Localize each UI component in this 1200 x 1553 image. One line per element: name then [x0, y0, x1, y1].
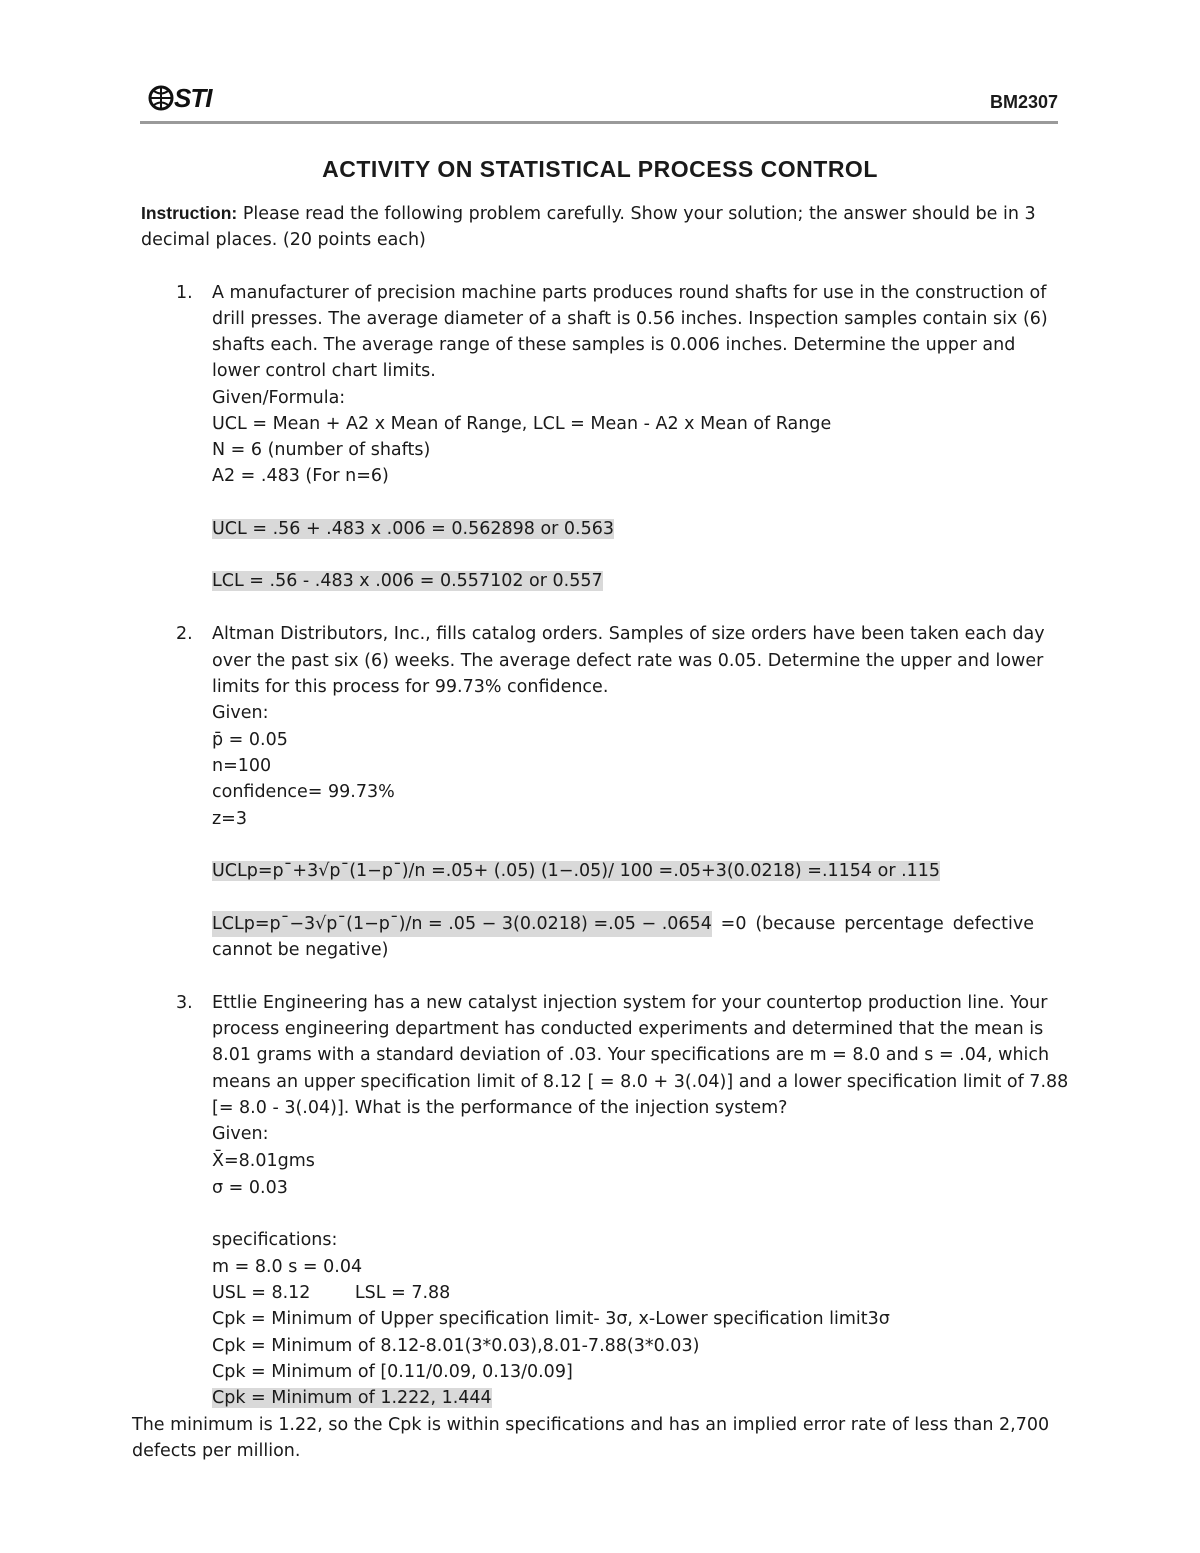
problem-2-lcl-tail: cannot be negative)	[212, 940, 389, 960]
conclusion-line: defects per million.	[132, 1441, 301, 1461]
document-code: BM2307	[990, 92, 1059, 112]
header-divider	[140, 121, 1058, 124]
problem-2-lcl-word: =0	[720, 914, 747, 934]
problem-3-line: Ettlie Engineering has a new catalyst injection system for your countertop production line. Your	[212, 993, 1048, 1013]
sti-logo	[148, 84, 211, 112]
problem-3-spec-line: Cpk = Minimum of [0.11/0.09, 0.13/0.09]	[212, 1362, 573, 1382]
logo-text: STI	[174, 82, 212, 113]
problem-2-lcl-line	[212, 911, 1034, 937]
instruction-label: Instruction:	[141, 203, 238, 223]
problem-2-lcl-word: defective	[952, 914, 1034, 934]
conclusion-line: The minimum is 1.22, so the Cpk is within specifications and has an implied error rate of less than 2,700	[132, 1415, 1050, 1435]
problem-3-line: means an upper specification limit of 8.12 [ = 8.0 + 3(.04)] and a lower specification limit of 7.88	[212, 1072, 1069, 1092]
instruction-text-2: decimal places. (20 points each)	[141, 230, 426, 250]
problem-2-line: n=100	[212, 756, 272, 776]
problem-1-line: N = 6 (number of shafts)	[212, 440, 431, 460]
problem-3-line: X̄=8.01gms	[212, 1151, 315, 1171]
problem-1-line: A2 = .483 (For n=6)	[212, 466, 389, 486]
problem-1-line: Given/Formula:	[212, 388, 346, 408]
problem-2-lcl: LCLp=p¯−3√p¯(1−p¯)/n = .05 − 3(0.0218) =.05 − .0654	[212, 911, 712, 937]
problem-1-line: UCL = Mean + A2 x Mean of Range, LCL = Mean - A2 x Mean of Range	[212, 414, 832, 434]
problem-2-line: confidence= 99.73%	[212, 782, 395, 802]
page-title: ACTIVITY ON STATISTICAL PROCESS CONTROL	[322, 156, 878, 182]
problem-2-lcl-word: (because	[755, 914, 836, 934]
globe-icon	[148, 85, 174, 111]
instruction-text-1: Please read the following problem carefully. Show your solution; the answer should be in 3	[237, 204, 1036, 224]
problem-3-line: [= 8.0 - 3(.04)]. What is the performance of the injection system?	[212, 1098, 788, 1118]
problem-3-spec-line: Cpk = Minimum of 8.12-8.01(3*0.03),8.01-7.88(3*0.03)	[212, 1336, 700, 1356]
problem-3-answer: Cpk = Minimum of 1.222, 1.444	[212, 1388, 492, 1408]
problem-3-line: process engineering department has conducted experiments and determined that the mean is	[212, 1019, 1044, 1039]
problem-2-line: p̄ = 0.05	[212, 730, 288, 750]
problem-3-line: 8.01 grams with a standard deviation of .03. Your specifications are m = 8.0 and s = .04, which	[212, 1045, 1050, 1065]
problem-1-line: drill presses. The average diameter of a shaft is 0.56 inches. Inspection samples contain six (6)	[212, 309, 1048, 329]
problem-2-lcl-word: percentage	[844, 914, 944, 934]
problem-2-line: Altman Distributors, Inc., fills catalog orders. Samples of size orders have been taken each day	[212, 624, 1045, 644]
problem-1-line: A manufacturer of precision machine parts produces round shafts for use in the construction of	[212, 283, 1047, 303]
problem-1-lcl: LCL = .56 - .483 x .006 = 0.557102 or 0.557	[212, 571, 603, 591]
problem-1-line: lower control chart limits.	[212, 361, 436, 381]
problem-1-ucl: UCL = .56 + .483 x .006 = 0.562898 or 0.563	[212, 519, 615, 539]
problem-2-ucl: UCLp=p¯+3√p¯(1−p¯)/n =.05+ (.05) (1−.05)/ 100 =.05+3(0.0218) =.1154 or .115	[212, 861, 941, 881]
problem-3-spec-line: specifications:	[212, 1230, 338, 1250]
problem-2-line: over the past six (6) weeks. The average defect rate was 0.05. Determine the upper and lower	[212, 651, 1044, 671]
problem-3-number: 3.	[176, 993, 193, 1013]
instruction	[141, 200, 1061, 253]
problem-3-spec-line: m = 8.0 s = 0.04	[212, 1257, 363, 1277]
problem-3-line: Given:	[212, 1124, 269, 1144]
problem-1-number: 1.	[176, 283, 193, 303]
problem-2-number: 2.	[176, 624, 193, 644]
problem-1-line: shafts each. The average range of these samples is 0.006 inches. Determine the upper and	[212, 335, 1016, 355]
problem-3-spec-line: USL = 8.12 LSL = 7.88	[212, 1283, 451, 1303]
problem-3-spec-line: Cpk = Minimum of Upper specification limit- 3σ, x-Lower specification limit3σ	[212, 1309, 890, 1329]
problem-2-line: z=3	[212, 809, 247, 829]
problem-3-line: σ = 0.03	[212, 1178, 288, 1198]
problem-2-line: limits for this process for 99.73% confidence.	[212, 677, 609, 697]
problem-2-line: Given:	[212, 703, 269, 723]
